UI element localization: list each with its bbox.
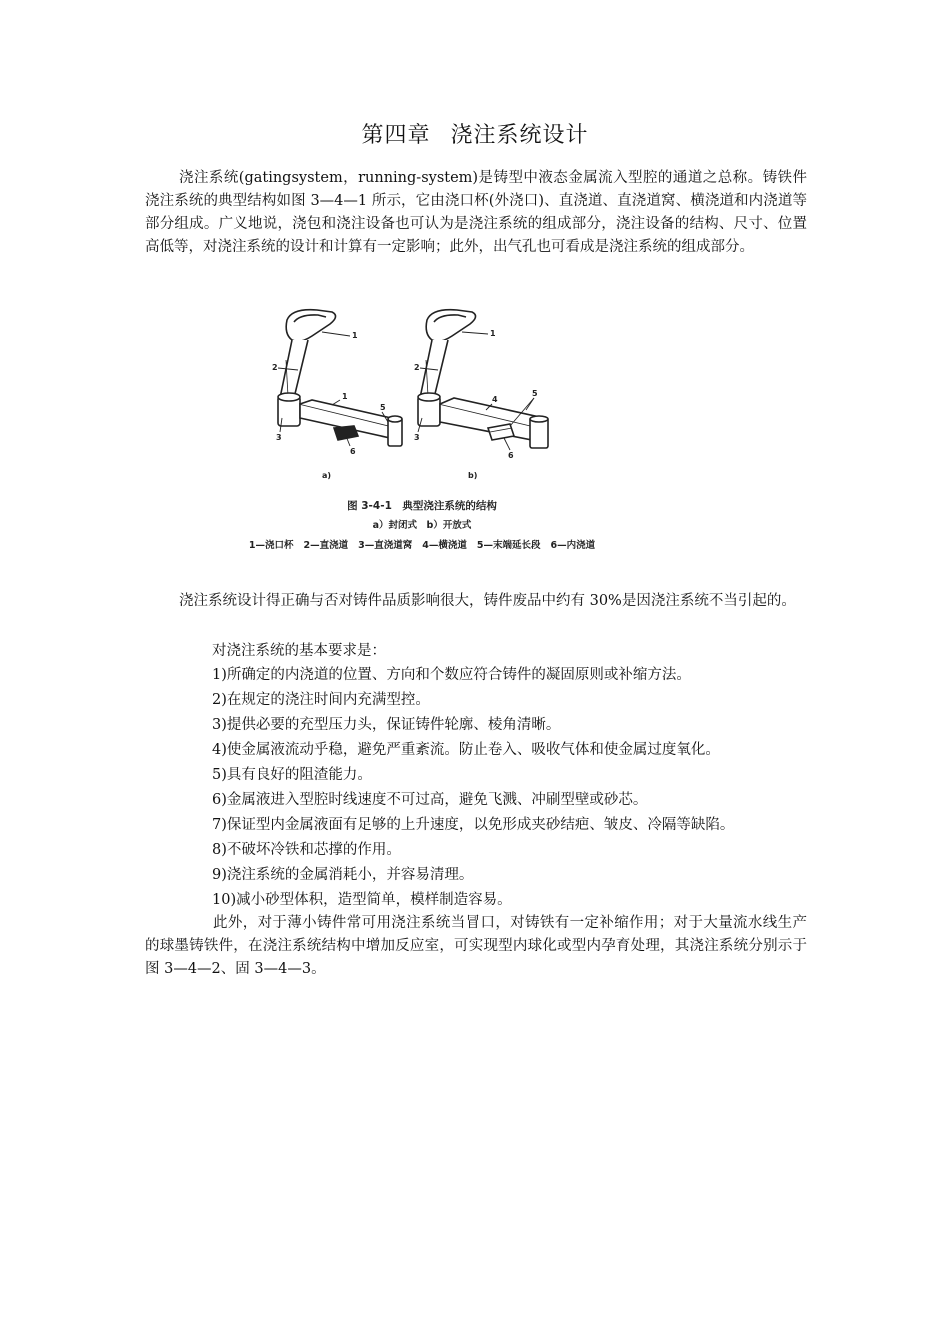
callout-b-1: 1 — [490, 329, 496, 338]
panel-a-label: a) — [322, 471, 332, 480]
figure-panel-b — [418, 310, 548, 450]
requirement-item: 3)提供必要的充型压力头，保证铸件轮廓、棱角清晰。 — [212, 717, 561, 733]
legend-item: 3—直浇道窝 — [358, 540, 413, 551]
sprue-b — [420, 340, 448, 398]
callout-b-5: 5 — [532, 389, 538, 398]
chapter-name: 浇注系统设计 — [450, 123, 589, 148]
callout-a-2: 2 — [272, 363, 278, 372]
requirement-item: 7)保证型内金属液面有足够的上升速度，以免形成夹砂结疤、皱皮、冷隔等缺陷。 — [212, 817, 735, 833]
figure-caption: 图 3-4-1 典型浇注系统的结构 — [347, 500, 497, 512]
requirement-item: 1)所确定的内浇道的位置、方向和个数应符合铸件的凝固原则或补缩方法。 — [212, 667, 691, 683]
requirement-item: 6)金属液进入型腔时线速度不可过高，避免飞溅、冲刷型壁或砂芯。 — [212, 792, 648, 808]
callout-b-4: 4 — [492, 395, 498, 404]
legend-item: 6—内浇道 — [550, 540, 596, 551]
requirement-item: 4)使金属液流动乎稳，避免严重紊流。防止卷入、吸收气体和使金属过度氧化。 — [212, 742, 720, 758]
extra-paragraph: 此外，对于薄小铸件常可用浇注系统当冒口，对铸铁有一定补缩作用；对于大量流水线生产的球墨铸铁件，在浇注系统结构中增加反应室，可实现型内球化或型内孕育处理，其浇注系统分别示于图 3—4—2、固 3—4—3。 — [145, 915, 807, 977]
callout-a-5: 5 — [380, 403, 386, 412]
callout-a-1: 1 — [352, 331, 358, 340]
requirements-list — [212, 663, 734, 913]
requirement-item: 2)在规定的浇注时间内充满型控。 — [212, 692, 430, 708]
chapter-title — [0, 118, 950, 149]
requirement-item: 10)减小砂型体积，造型简单，模样制造容易。 — [212, 892, 512, 908]
panel-b-label: b) — [468, 471, 478, 480]
legend-item: 1—浇口杯 — [248, 540, 294, 551]
callout-a-6: 6 — [350, 447, 356, 456]
figure-legend — [222, 537, 622, 551]
requirement-item: 8)不破坏冷铁和芯撑的作用。 — [212, 842, 401, 858]
callout-a-4: 1 — [342, 392, 348, 401]
intro-paragraph: 浇注系统(gatingsystem，running-system)是铸型中液态金属流入型腔的通道之总称。铸铁件浇注系统的典型结构如图 3—4—1 所示，它由浇口杯(外浇口)、直浇道、直浇道窝、横浇道和内浇道等部分组成。广义地说，浇包和浇注设备也可认为是浇注系统的组成部分，浇注设备的结构、尺寸、位置高低等，对浇注系统的设计和计算有一定影响；此外，出气孔也可看成是浇注系统的组成部分。 — [145, 170, 807, 255]
ingate-a — [334, 426, 358, 440]
callout-b-2: 2 — [414, 363, 420, 372]
quality-paragraph: 浇注系统设计得正确与否对铸件品质影响很大，铸件废品中约有 30%是因浇注系统不当引起的。 — [179, 593, 796, 609]
callout-b-3: 3 — [414, 433, 420, 442]
figure-subcaption: a）封闭式 b）开放式 — [372, 520, 472, 531]
legend-item: 4—横浇道 — [422, 540, 467, 551]
legend-item: 5—末端延长段 — [476, 540, 541, 551]
callout-b-6: 6 — [508, 451, 514, 460]
requirement-item: 9)浇注系统的金属消耗小，并容易清理。 — [212, 867, 474, 883]
chapter-number: 第四章 — [361, 123, 431, 148]
callout-a-3: 3 — [276, 433, 282, 442]
requirement-item: 5)具有良好的阻渣能力。 — [212, 767, 372, 783]
requirements-heading: 对浇注系统的基本要求是： — [212, 643, 386, 659]
figure-panel-a — [278, 310, 402, 446]
legend-item: 2—直浇道 — [303, 540, 349, 551]
